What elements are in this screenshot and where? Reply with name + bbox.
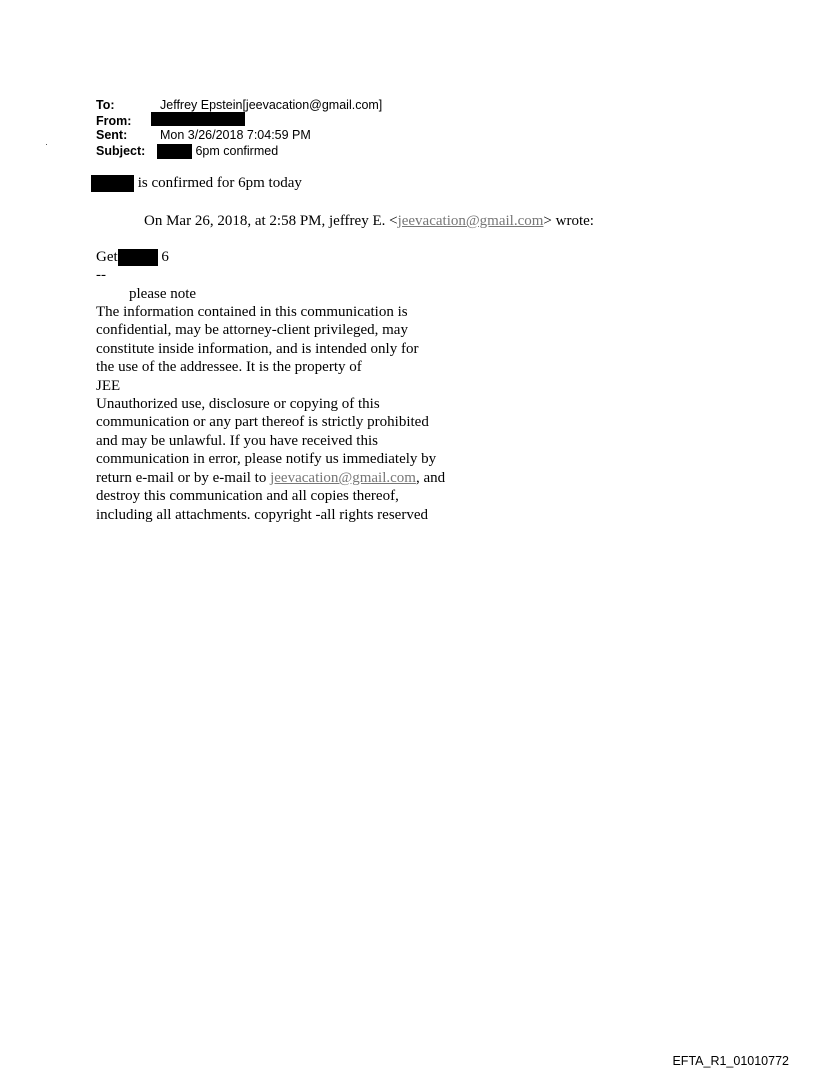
subject-redaction <box>157 144 192 159</box>
sent-label: Sent: <box>96 128 128 142</box>
get-line <box>96 248 169 266</box>
scan-speck <box>46 144 47 145</box>
from-value-redaction <box>151 110 245 126</box>
disclaimer-line: JEE <box>96 378 121 394</box>
disclaimer-line <box>96 469 445 487</box>
confirm-line <box>91 174 302 192</box>
name-redaction <box>91 175 134 192</box>
disclaimer-line: including all attachments. copyright -all rights reserved <box>96 507 428 523</box>
to-value: Jeffrey Epstein[jeevacation@gmail.com] <box>160 98 383 112</box>
sig-separator: -- <box>96 267 106 283</box>
quote-intro <box>144 212 594 230</box>
disclaimer-text: , and <box>415 470 446 486</box>
disclaimer-line: constitute inside information, and is intended only for <box>96 341 419 357</box>
subject-label: Subject: <box>96 144 146 158</box>
disclaimer-email-link[interactable]: jeevacation@gmail.com <box>270 470 416 486</box>
get-suffix: 6 <box>161 249 169 265</box>
confirm-text: is confirmed for 6pm today <box>137 175 302 191</box>
disclaimer-line: and may be unlawful. If you have received this <box>96 433 378 449</box>
disclaimer-line: Unauthorized use, disclosure or copying of this <box>96 396 380 412</box>
sent-value: Mon 3/26/2018 7:04:59 PM <box>160 128 311 142</box>
to-label: To: <box>96 98 115 112</box>
get-prefix: Get <box>96 249 118 265</box>
disclaimer-line: The information contained in this communication is <box>96 304 408 320</box>
disclaimer-text: return e-mail or by e-mail to <box>96 470 271 486</box>
quote-suffix: > wrote: <box>543 213 594 229</box>
subject-value: 6pm confirmed <box>195 144 279 158</box>
quote-email-link[interactable]: jeevacation@gmail.com <box>397 213 544 229</box>
quote-prefix: On Mar 26, 2018, at 2:58 PM, jeffrey E. < <box>144 213 398 229</box>
document-id: EFTA_R1_01010772 <box>672 1054 789 1068</box>
disclaimer-line: communication or any part thereof is strictly prohibited <box>96 414 429 430</box>
from-label: From: <box>96 114 132 128</box>
get-redaction <box>118 249 158 266</box>
disclaimer-line: communication in error, please notify us immediately by <box>96 451 437 467</box>
subject-value-wrap <box>157 143 278 159</box>
please-note: please note <box>129 286 197 302</box>
disclaimer-line: destroy this communication and all copies thereof, <box>96 488 399 504</box>
disclaimer-line: the use of the addressee. It is the property of <box>96 359 362 375</box>
disclaimer-line: confidential, may be attorney-client privileged, may <box>96 322 408 338</box>
